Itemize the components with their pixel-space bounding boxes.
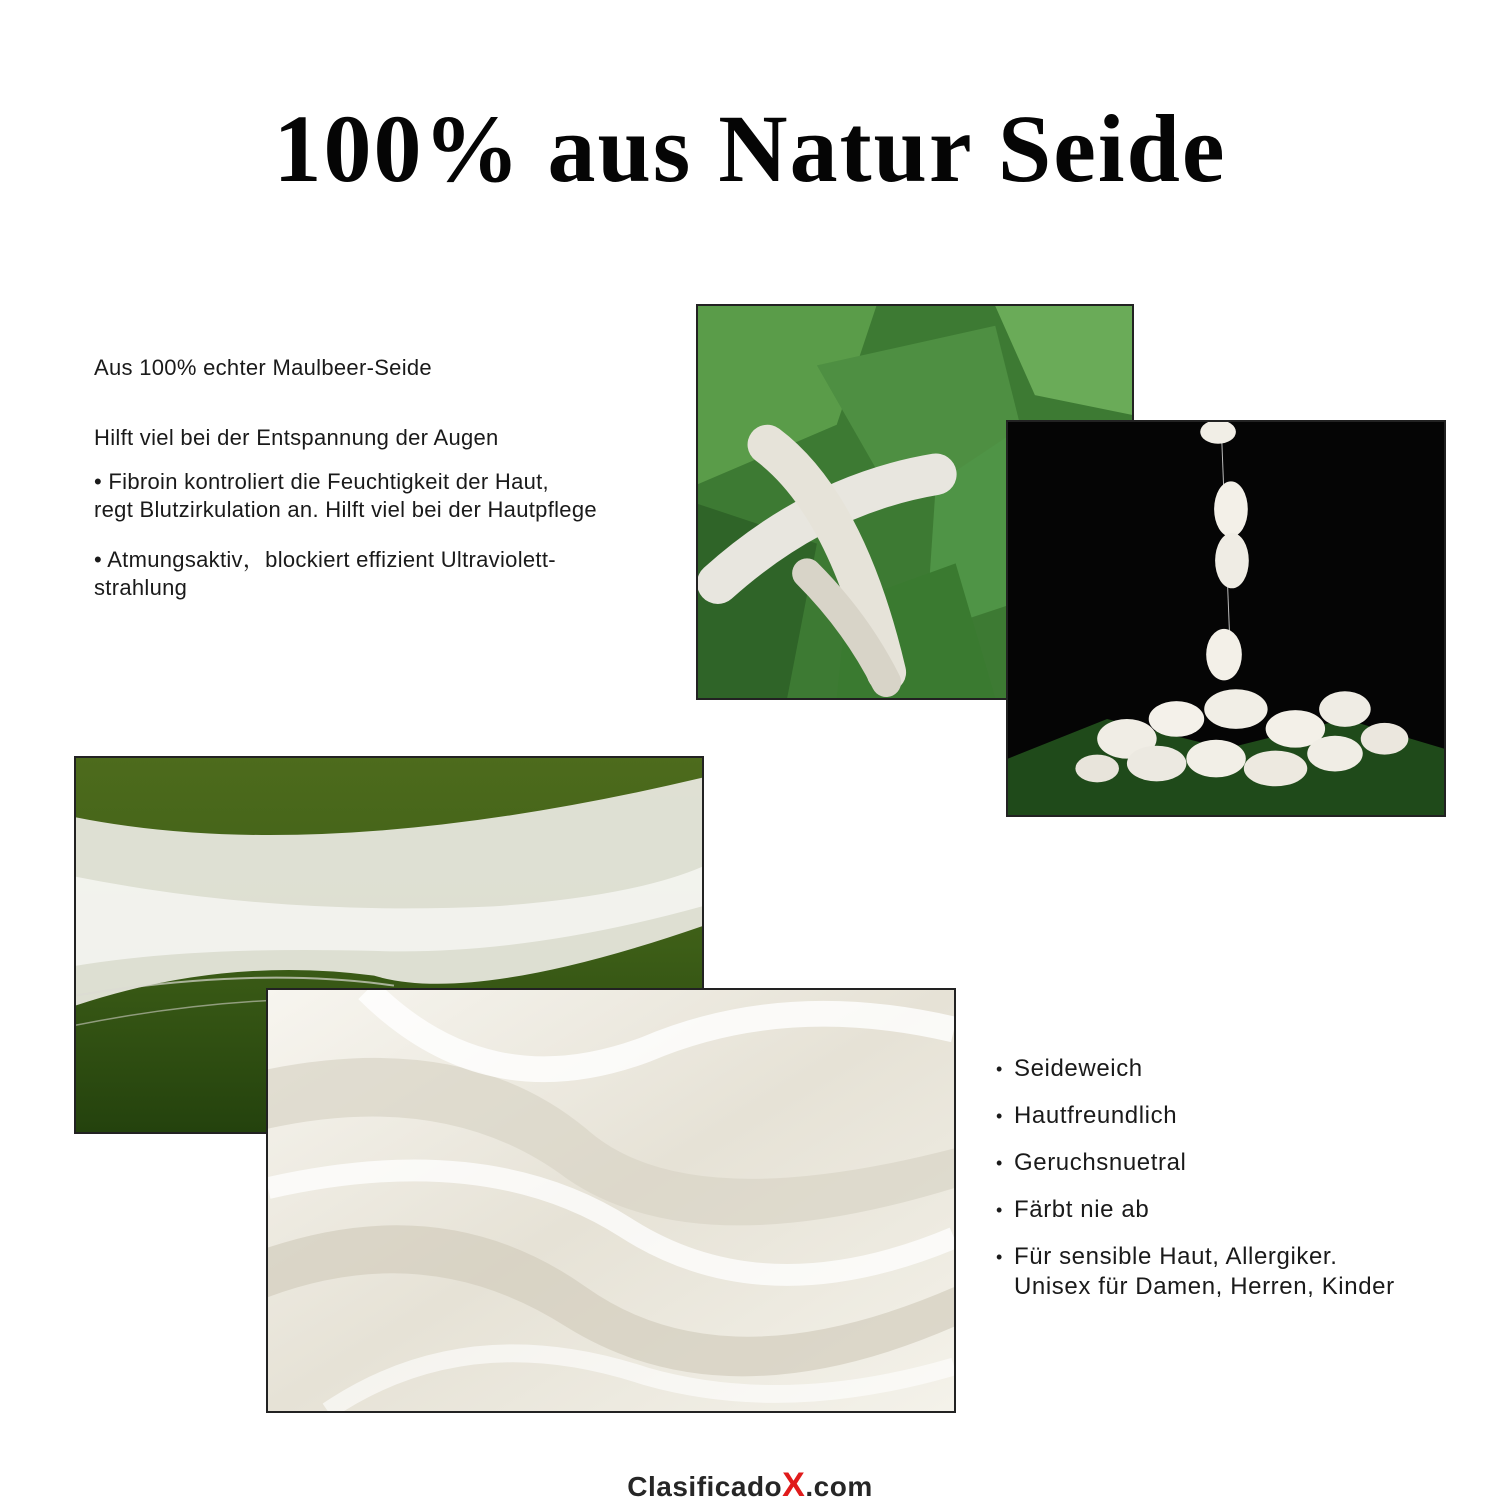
bullet: • bbox=[996, 1200, 1003, 1220]
feature-list bbox=[996, 1054, 1476, 1319]
intro-line-eyes: Hilft viel bei der Entspannung der Augen bbox=[94, 425, 499, 450]
feature-text: Seideweich bbox=[1014, 1055, 1143, 1082]
page-title: 100% aus Natur Seide bbox=[273, 95, 1227, 202]
intro-bullet-breathable: • Atmungsaktiv，blockiert effizient Ultraviolett- strahlung bbox=[94, 547, 556, 600]
list-item bbox=[996, 1101, 1476, 1131]
list-item bbox=[996, 1195, 1476, 1225]
watermark-part: .com bbox=[805, 1471, 873, 1502]
feature-text: Für sensible Haut, Allergiker. Unisex für Damen, Herren, Kinder bbox=[1014, 1243, 1395, 1300]
feature-text: Hautfreundlich bbox=[1014, 1102, 1178, 1129]
bullet: • bbox=[996, 1153, 1003, 1173]
intro-bullet-fibroin: • Fibroin kontroliert die Feuchtigkeit der Haut, regt Blutzirkulation an. Hilft viel bei der Hautpflege bbox=[94, 469, 597, 522]
watermark-part: Clasificado bbox=[627, 1471, 783, 1502]
list-item bbox=[996, 1242, 1476, 1302]
list-item bbox=[996, 1148, 1476, 1178]
list-item bbox=[996, 1054, 1476, 1084]
watermark-x: X bbox=[782, 1466, 806, 1504]
intro-text-block bbox=[94, 354, 694, 602]
bullet: • bbox=[996, 1059, 1003, 1079]
feature-text: Geruchsnuetral bbox=[1014, 1149, 1187, 1176]
bullet: • bbox=[996, 1106, 1003, 1126]
intro-line-material: Aus 100% echter Maulbeer-Seide bbox=[94, 355, 432, 380]
satin-fabric-photo bbox=[266, 988, 956, 1413]
watermark-logo bbox=[0, 1466, 1500, 1505]
feature-text: Färbt nie ab bbox=[1014, 1196, 1150, 1223]
cocoon-photo bbox=[1006, 420, 1446, 817]
bullet: • bbox=[996, 1247, 1003, 1267]
